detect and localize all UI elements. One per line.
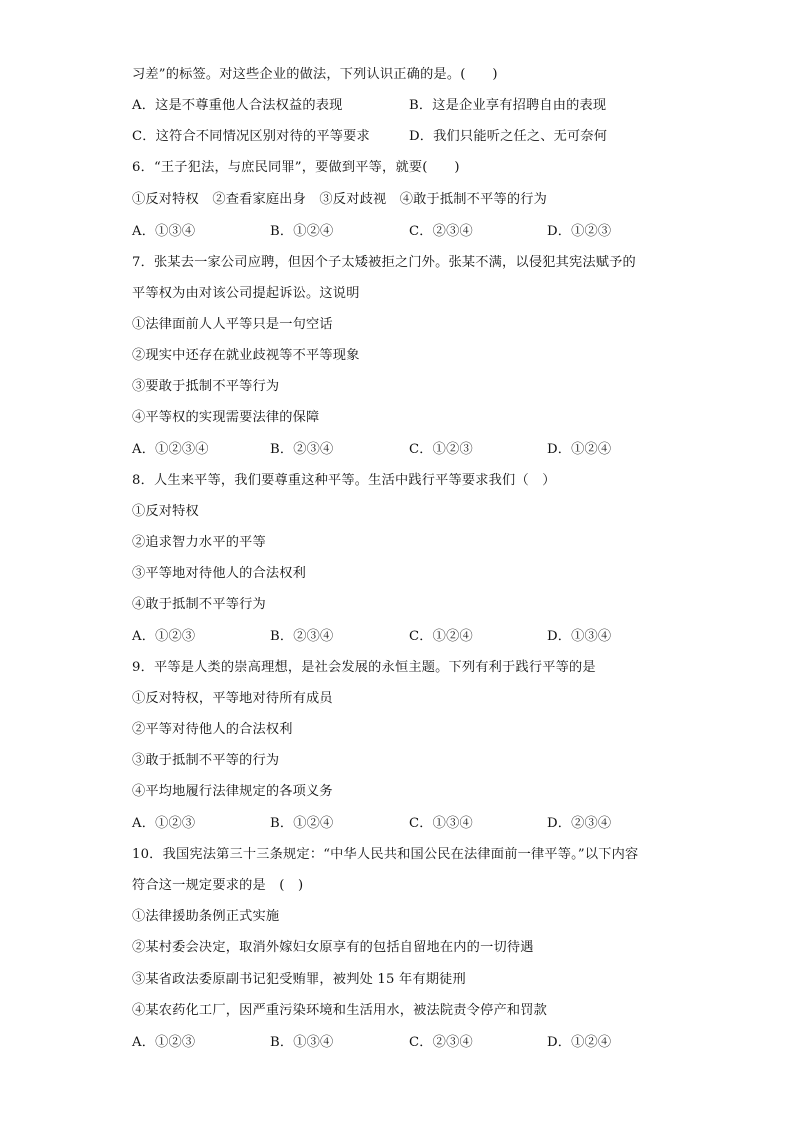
q10-option-a: A．①②③ xyxy=(132,1035,196,1050)
q8-option-d: D．①③④ xyxy=(547,629,612,644)
q9-item-2: ②平等对待他人的合法权利 xyxy=(132,722,293,737)
q10-option-b: B．①③④ xyxy=(270,1035,334,1050)
q9-option-a: A．①②③ xyxy=(132,816,196,831)
q10-item-3: ③某省政法委原副书记犯受贿罪，被判处 15 年有期徒刑 xyxy=(132,972,466,987)
q10-option-c: C．②③④ xyxy=(409,1035,473,1050)
q8-stem: 8．人生来平等，我们要尊重这种平等。生活中践行平等要求我们（ ） xyxy=(132,473,556,488)
q9-option-c: C．①③④ xyxy=(409,816,473,831)
q9-item-4: ④平均地履行法律规定的各项义务 xyxy=(132,784,333,799)
q6-option-c: C．②③④ xyxy=(409,224,473,239)
q9-option-b: B．①②④ xyxy=(270,816,334,831)
q8-item-1: ①反对特权 xyxy=(132,504,199,519)
q5-option-b: B．这是企业享有招聘自由的表现 xyxy=(409,98,607,113)
q5-option-d: D．我们只能听之任之、无可奈何 xyxy=(409,129,608,144)
q6-option-d: D．①②③ xyxy=(547,224,612,239)
q9-option-d: D．②③④ xyxy=(547,816,612,831)
q7-option-b: B．②③④ xyxy=(270,442,334,457)
q8-option-a: A．①②③ xyxy=(132,629,196,644)
q5-option-a: A．这是不尊重他人合法权益的表现 xyxy=(132,98,343,113)
q7-item-2: ②现实中还存在就业歧视等不平等现象 xyxy=(132,348,360,363)
q5-stem-tail: 习差”的标签。对这些企业的做法，下列认识正确的是。( ) xyxy=(132,67,498,82)
q9-stem: 9．平等是人类的崇高理想，是社会发展的永恒主题。下列有利于践行平等的是 xyxy=(132,660,596,675)
q8-option-c: C．①②④ xyxy=(409,629,473,644)
q8-item-3: ③平等地对待他人的合法权利 xyxy=(132,566,307,581)
q7-stem-line1: 7．张某去一家公司应聘，但因个子太矮被拒之门外。张某不满，以侵犯其宪法赋予的 xyxy=(132,255,636,270)
q7-stem-line2: 平等权为由对该公司提起诉讼。这说明 xyxy=(132,286,360,301)
q7-option-a: A．①②③④ xyxy=(132,442,209,457)
q9-item-1: ①反对特权，平等地对待所有成员 xyxy=(132,691,333,706)
q7-item-4: ④平等权的实现需要法律的保障 xyxy=(132,410,320,425)
q7-item-3: ③要敢于抵制不平等行为 xyxy=(132,379,280,394)
q10-item-1: ①法律援助条例正式实施 xyxy=(132,909,280,924)
q6-stem: 6．“王子犯法，与庶民同罪”，要做到平等，就要( ) xyxy=(132,160,460,175)
q9-item-3: ③敢于抵制不平等的行为 xyxy=(132,753,280,768)
q6-items: ①反对特权 ②查看家庭出身 ③反对歧视 ④敢于抵制不平等的行为 xyxy=(132,192,548,207)
q10-stem-line1: 10．我国宪法第三十三条规定：“中华人民共和国公民在法律面前一律平等。”以下内容 xyxy=(132,847,639,862)
q10-stem-line2: 符合这一规定要求的是 ( ) xyxy=(132,878,304,893)
q10-item-4: ④某农药化工厂，因严重污染环境和生活用水，被法院责令停产和罚款 xyxy=(132,1003,548,1018)
q7-item-1: ①法律面前人人平等只是一句空话 xyxy=(132,317,333,332)
q10-item-2: ②某村委会决定，取消外嫁妇女原享有的包括自留地在内的一切待遇 xyxy=(132,940,534,955)
q7-option-c: C．①②③ xyxy=(409,442,473,457)
q8-item-2: ②追求智力水平的平等 xyxy=(132,535,266,550)
q5-option-c: C．这符合不同情况区别对待的平等要求 xyxy=(132,129,370,144)
q7-option-d: D．①②④ xyxy=(547,442,612,457)
q8-option-b: B．②③④ xyxy=(270,629,334,644)
q6-option-a: A．①③④ xyxy=(132,224,196,239)
q8-item-4: ④敢于抵制不平等行为 xyxy=(132,597,266,612)
q10-option-d: D．①②④ xyxy=(547,1035,612,1050)
q6-option-b: B．①②④ xyxy=(270,224,334,239)
